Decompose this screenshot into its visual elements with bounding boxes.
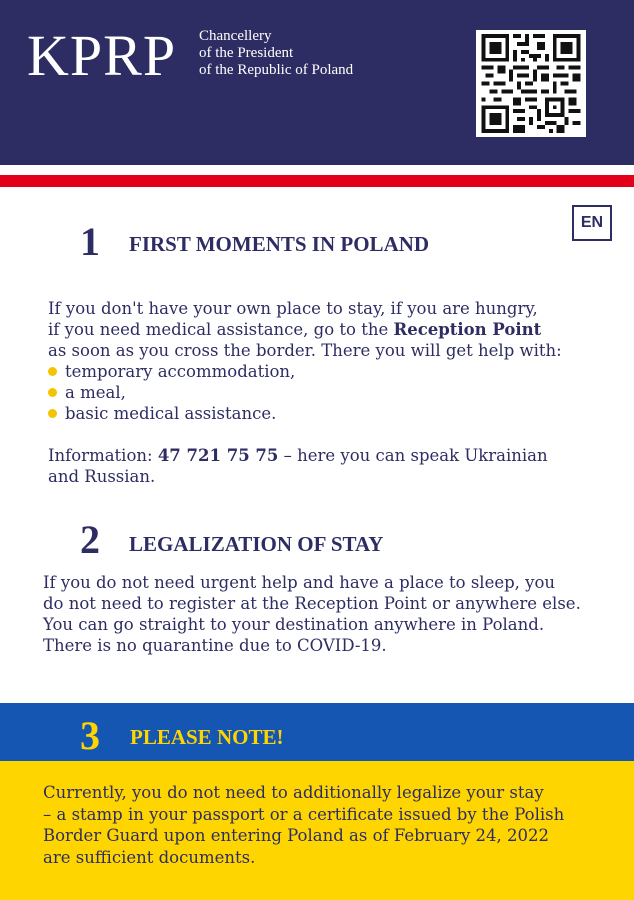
section-2-body — [43, 572, 581, 656]
section-2-title: LEGALIZATION OF STAY — [129, 532, 384, 556]
text-fragment: Information: — [48, 446, 158, 465]
text-line: Currently, you do not need to additionally legalize your stay — [43, 783, 544, 802]
section-1-title: FIRST MOMENTS IN POLAND — [129, 232, 430, 256]
text-line: as soon as you cross the border. There you will get help with: — [48, 341, 562, 360]
chancellery-name — [199, 28, 353, 79]
section-3-number: 3 — [80, 713, 100, 758]
text-line — [48, 445, 548, 466]
reception-point-emphasis: Reception Point — [393, 320, 542, 339]
section-2-number: 2 — [80, 517, 100, 562]
text-line: If you don't have your own place to stay, if you are hungry, — [48, 299, 538, 318]
list-item-text: temporary accommodation, — [65, 362, 296, 381]
text-line: Border Guard upon entering Poland as of February 24, 2022 — [43, 826, 550, 845]
text-line: do not need to register at the Reception Point or anywhere else. — [43, 594, 581, 613]
text-fragment: if you need medical assistance, go to the — [48, 320, 394, 339]
text-line: are sufficient documents. — [43, 847, 256, 867]
text-line: You can go straight to your destination anywhere in Poland. — [43, 615, 545, 634]
header-banner — [0, 0, 634, 165]
text-fragment: – here you can speak Ukrainian — [278, 446, 548, 465]
list-item-text: basic medical assistance. — [65, 404, 277, 423]
text-line: There is no quarantine due to COVID-19. — [43, 636, 387, 655]
list-item-text: a meal, — [65, 383, 126, 402]
section-1-intro — [48, 298, 562, 424]
list-item — [48, 403, 562, 424]
flag-stripe-red — [0, 175, 634, 187]
language-badge[interactable]: EN — [572, 205, 612, 241]
list-item — [48, 382, 562, 403]
kprp-logo: KPRP — [27, 23, 177, 88]
section-1-number: 1 — [80, 219, 100, 264]
note-banner-blue — [0, 703, 634, 761]
text-line — [48, 319, 562, 340]
section-3-title: PLEASE NOTE! — [130, 725, 284, 749]
chancellery-line: of the President — [199, 45, 294, 61]
flag-stripe-white — [0, 165, 634, 175]
qr-code-graphic — [481, 34, 581, 133]
chancellery-line: Chancellery — [199, 28, 272, 44]
bullet-icon — [48, 388, 57, 397]
chancellery-line: of the Republic of Poland — [199, 62, 354, 78]
qr-code-icon[interactable] — [476, 30, 586, 137]
text-line: If you do not need urgent help and have a place to sleep, you — [43, 573, 556, 592]
text-line: and Russian. — [48, 467, 156, 486]
phone-number: 47 721 75 75 — [157, 446, 279, 465]
bullet-icon — [48, 367, 57, 376]
text-line: – a stamp in your passport or a certificate issued by the Polish — [43, 804, 565, 824]
section-1-info — [48, 445, 548, 487]
bullet-icon — [48, 409, 57, 418]
section-3-body — [43, 782, 564, 868]
list-item — [48, 361, 562, 382]
